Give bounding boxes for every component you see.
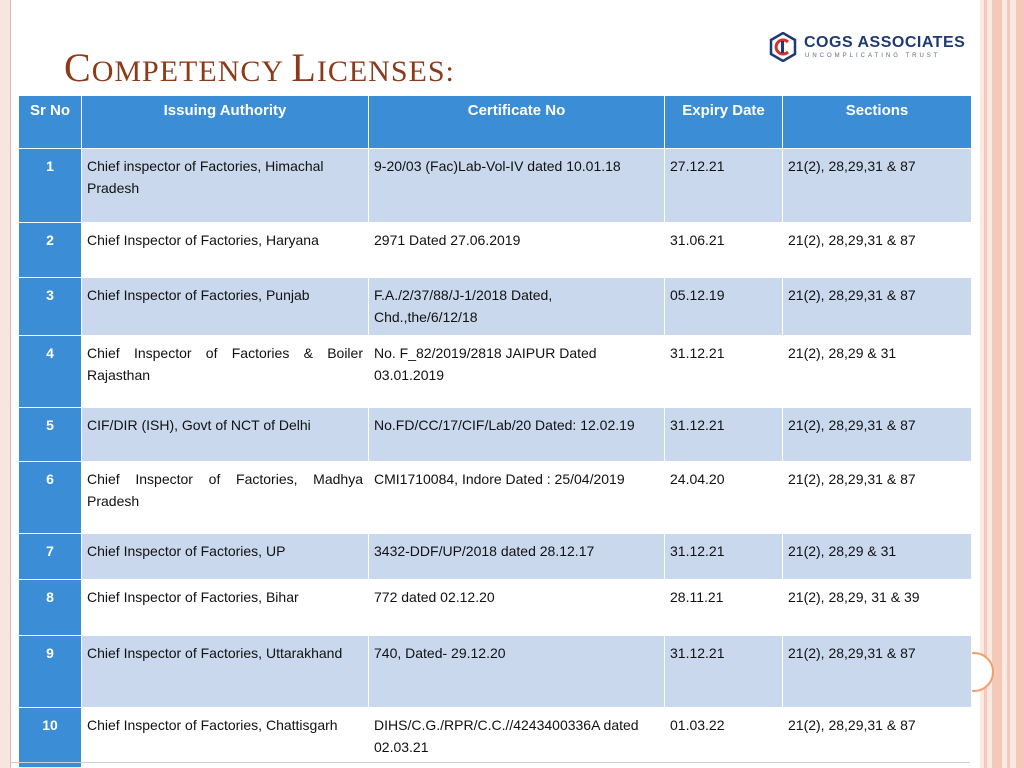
cell-authority: Chief Inspector of Factories, UP	[82, 534, 369, 580]
table-row	[19, 278, 972, 336]
cell-sr: 9	[19, 636, 82, 708]
header-sections: Sections	[783, 96, 972, 149]
cell-sections: 21(2), 28,29,31 & 87	[783, 408, 972, 462]
table-row	[19, 408, 972, 462]
cell-expiry: 27.12.21	[665, 149, 783, 223]
table-row	[19, 336, 972, 408]
title-initial-2: L	[291, 45, 317, 90]
cell-certificate: F.A./2/37/88/J-1/2018 Dated, Chd.,the/6/12/18	[369, 278, 665, 336]
header-issuing-authority: Issuing Authority	[82, 96, 369, 149]
cell-authority: Chief Inspector of Factories, Haryana	[82, 223, 369, 278]
cell-certificate: 772 dated 02.12.20	[369, 580, 665, 636]
bottom-rule	[10, 762, 970, 763]
cell-expiry: 31.06.21	[665, 223, 783, 278]
table-row	[19, 534, 972, 580]
cell-sections: 21(2), 28,29, 31 & 39	[783, 580, 972, 636]
cell-expiry: 24.04.20	[665, 462, 783, 534]
cell-sr: 7	[19, 534, 82, 580]
cell-expiry: 31.12.21	[665, 534, 783, 580]
cell-sections: 21(2), 28,29,31 & 87	[783, 708, 972, 768]
company-logo	[768, 32, 968, 64]
cell-sections: 21(2), 28,29,31 & 87	[783, 462, 972, 534]
cell-authority: Chief Inspector of Factories & Boiler Rajasthan	[82, 336, 369, 408]
cell-expiry: 05.12.19	[665, 278, 783, 336]
title-initial-1: C	[64, 45, 92, 90]
cell-expiry: 31.12.21	[665, 336, 783, 408]
cell-certificate: DIHS/C.G./RPR/C.C.//4243400336A dated 02.03.21	[369, 708, 665, 768]
cell-sections: 21(2), 28,29 & 31	[783, 336, 972, 408]
cell-certificate: No.FD/CC/17/CIF/Lab/20 Dated: 12.02.19	[369, 408, 665, 462]
cell-sections: 21(2), 28,29,31 & 87	[783, 636, 972, 708]
cell-sections: 21(2), 28,29,31 & 87	[783, 278, 972, 336]
cell-sections: 21(2), 28,29,31 & 87	[783, 223, 972, 278]
cell-certificate: No. F_82/2019/2818 JAIPUR Dated 03.01.2019	[369, 336, 665, 408]
cell-sr: 2	[19, 223, 82, 278]
cell-sr: 4	[19, 336, 82, 408]
header-certificate-no: Certificate No	[369, 96, 665, 149]
page-title	[64, 44, 455, 91]
cell-authority: Chief Inspector of Factories, Bihar	[82, 580, 369, 636]
cell-sr: 1	[19, 149, 82, 223]
header-sr-no: Sr No	[19, 96, 82, 149]
cell-certificate: 740, Dated- 29.12.20	[369, 636, 665, 708]
cell-certificate: 3432-DDF/UP/2018 dated 28.12.17	[369, 534, 665, 580]
title-text-1: OMPETENCY	[91, 55, 292, 88]
cell-sections: 21(2), 28,29 & 31	[783, 534, 972, 580]
cell-certificate: 9-20/03 (Fac)Lab-Vol-IV dated 10.01.18	[369, 149, 665, 223]
cell-authority: Chief Inspector of Factories, Punjab	[82, 278, 369, 336]
cell-expiry: 01.03.22	[665, 708, 783, 768]
table-row	[19, 636, 972, 708]
table-row	[19, 223, 972, 278]
logo-name: COGS ASSOCIATES	[804, 34, 966, 51]
cell-expiry: 31.12.21	[665, 636, 783, 708]
cell-sections: 21(2), 28,29,31 & 87	[783, 149, 972, 223]
cell-authority: Chief Inspector of Factories, Madhya Pradesh	[82, 462, 369, 534]
cell-authority: Chief Inspector of Factories, Uttarakhand	[82, 636, 369, 708]
cell-sr: 8	[19, 580, 82, 636]
logo-tagline: UNCOMPLICATING TRUST	[805, 53, 941, 59]
cell-sr: 5	[19, 408, 82, 462]
title-text-2: ICENSES:	[316, 55, 455, 88]
cell-authority: Chief Inspector of Factories, Chattisgarh	[82, 708, 369, 768]
left-border-decoration	[0, 0, 11, 768]
cell-authority: CIF/DIR (ISH), Govt of NCT of Delhi	[82, 408, 369, 462]
right-border-decoration	[980, 0, 1024, 768]
table-header-row	[19, 96, 972, 149]
table-row	[19, 580, 972, 636]
table-row	[19, 462, 972, 534]
cell-sr: 3	[19, 278, 82, 336]
cell-certificate: 2971 Dated 27.06.2019	[369, 223, 665, 278]
cogs-logo-icon	[768, 32, 798, 62]
cell-expiry: 31.12.21	[665, 408, 783, 462]
competency-licenses-table	[18, 95, 972, 768]
cell-sr: 10	[19, 708, 82, 768]
header-expiry-date: Expiry Date	[665, 96, 783, 149]
table-row	[19, 149, 972, 223]
cell-expiry: 28.11.21	[665, 580, 783, 636]
cell-authority: Chief inspector of Factories, Himachal Pradesh	[82, 149, 369, 223]
cell-sr: 6	[19, 462, 82, 534]
table-row	[19, 708, 972, 768]
cell-certificate: CMI1710084, Indore Dated : 25/04/2019	[369, 462, 665, 534]
